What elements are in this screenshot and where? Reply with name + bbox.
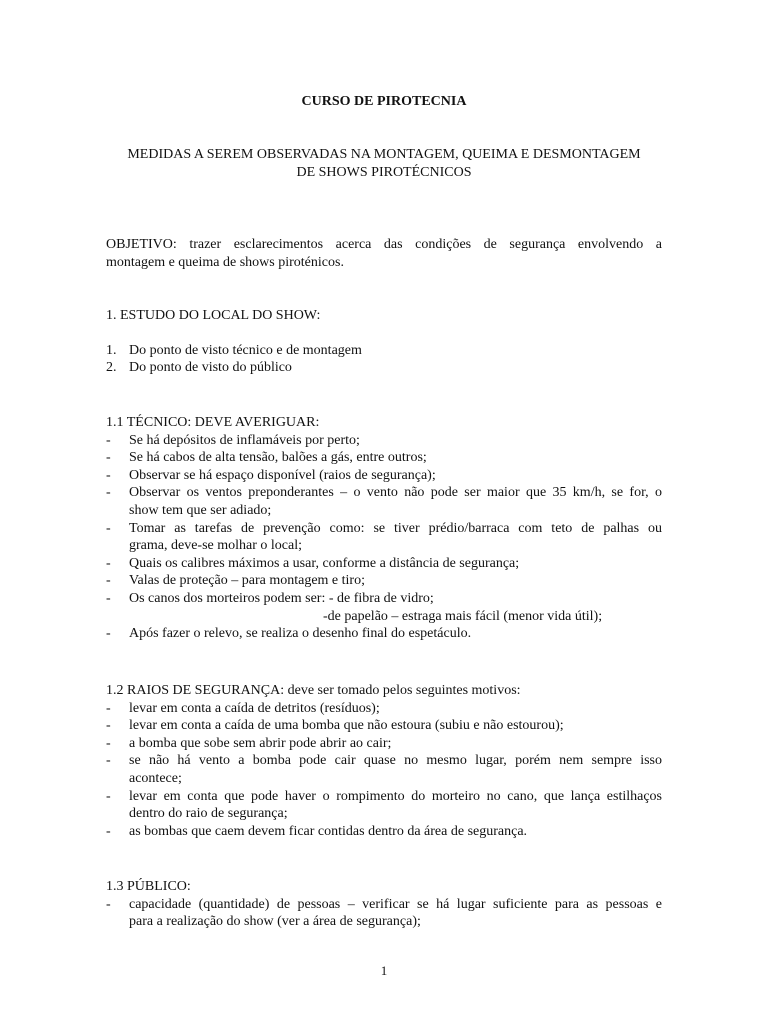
list-item-text: Observar os ventos preponderantes – o vento não pode ser maior que 35 km/h, se for, o [129,485,662,501]
document-subtitle [100,146,668,181]
page-number: 1 [380,963,388,978]
objective-line: montagem e queima de shows piroténicos. [106,254,344,270]
list-marker: - [106,485,111,501]
list-item-text: show tem que ser adiado; [129,502,272,518]
section-1-1-heading: 1.1 TÉCNICO: DEVE AVERIGUAR: [106,415,320,430]
list-item [106,752,662,787]
list-item-text: Do ponto de visto do público [129,360,292,376]
list-marker: - [106,520,111,536]
list-item-text: -de papelão – estraga mais fácil (menor vida útil); [323,608,603,624]
list-item [106,484,662,519]
list-marker: - [106,450,111,466]
list-marker: 1. [106,342,117,358]
list-item-text: Observar se há espaço disponível (raios de segurança); [129,467,436,483]
list-item-text: para a realização do show (ver a área de segurança); [129,914,421,930]
section-1-3 [106,878,662,931]
list-marker: - [106,753,111,769]
section-1-3-heading: 1.3 PÚBLICO: [106,879,191,894]
list-item-text: Os canos dos morteiros podem ser: - de fibra de vidro; [129,590,434,606]
list-item [106,359,662,377]
list-item [106,467,662,485]
section-1-2-list [106,700,662,841]
list-marker: - [106,573,111,589]
list-item-text: se não há vento a bomba pode cair quase no mesmo lugar, porém nem sempre isso [129,753,662,769]
list-marker: - [106,626,111,642]
list-item-text: grama, deve-se molhar o local; [129,538,302,554]
list-item [106,735,662,753]
section-1-3-list [106,896,662,931]
list-item-text: Valas de proteção – para montagem e tiro; [129,573,365,589]
list-marker: - [106,735,111,751]
section-1-2-heading: 1.2 RAIOS DE SEGURANÇA: deve ser tomado pelos seguintes motivos: [106,683,521,698]
list-item-text: a bomba que sobe sem abrir pode abrir ao cair; [129,735,392,751]
list-item [106,342,662,360]
list-item-text: dentro do raio de segurança; [129,806,288,822]
section-1-1-list [106,432,662,643]
objective-paragraph [106,236,662,271]
list-marker: - [106,788,111,804]
list-marker: - [106,718,111,734]
section-1-2 [106,682,662,840]
list-marker: - [106,823,111,839]
list-item-text: levar em conta a caída de detritos (resíduos); [129,700,380,716]
subtitle-line: DE SHOWS PIROTÉCNICOS [296,164,472,180]
section-1-1 [106,414,662,643]
list-item-text: Se há depósitos de inflamáveis por perto; [129,432,360,448]
objective-line: OBJETIVO: trazer esclarecimentos acerca das condições de segurança envolvendo a [106,237,662,252]
list-item-text: Do ponto de visto técnico e de montagem [129,342,362,358]
list-marker: - [106,432,111,448]
list-marker: - [106,896,111,912]
list-item [106,432,662,450]
list-marker: - [106,700,111,716]
section-1-heading: 1. ESTUDO DO LOCAL DO SHOW: [106,308,321,323]
list-item-text: Se há cabos de alta tensão, balões a gás, entre outros; [129,450,427,466]
list-item [106,520,662,555]
list-item [106,608,662,626]
section-1 [106,307,662,377]
list-item [106,572,662,590]
list-item-text: Quais os calibres máximos a usar, conforme a distância de segurança; [129,555,520,571]
list-item-text: levar em conta a caída de uma bomba que não estoura (subiu e não estourou); [129,718,564,734]
subtitle-line: MEDIDAS A SEREM OBSERVADAS NA MONTAGEM, QUEIMA E DESMONTAGEM [127,147,641,162]
list-marker: - [106,555,111,571]
list-marker: - [106,590,111,606]
document-title: CURSO DE PIROTECNIA [301,94,467,109]
list-item [106,555,662,573]
list-item [106,823,662,841]
list-marker: 2. [106,360,117,376]
list-item [106,590,662,608]
list-item [106,717,662,735]
list-item-text: levar em conta que pode haver o rompimento do morteiro no cano, que lança estilhaços [129,788,662,804]
list-item [106,700,662,718]
list-item-text: capacidade (quantidade) de pessoas – verificar se há lugar suficiente para as pessoas e [129,896,662,912]
list-item-text: acontece; [129,770,182,786]
list-item-text: Tomar as tarefas de prevenção como: se tiver prédio/barraca com teto de palhas ou [129,520,662,536]
list-item-text: as bombas que caem devem ficar contidas dentro da área de segurança. [129,823,528,839]
list-item [106,625,662,643]
list-item [106,788,662,823]
list-item [106,449,662,467]
list-item [106,896,662,931]
list-marker: - [106,467,111,483]
list-item-text: Após fazer o relevo, se realiza o desenho final do espetáculo. [129,626,472,642]
